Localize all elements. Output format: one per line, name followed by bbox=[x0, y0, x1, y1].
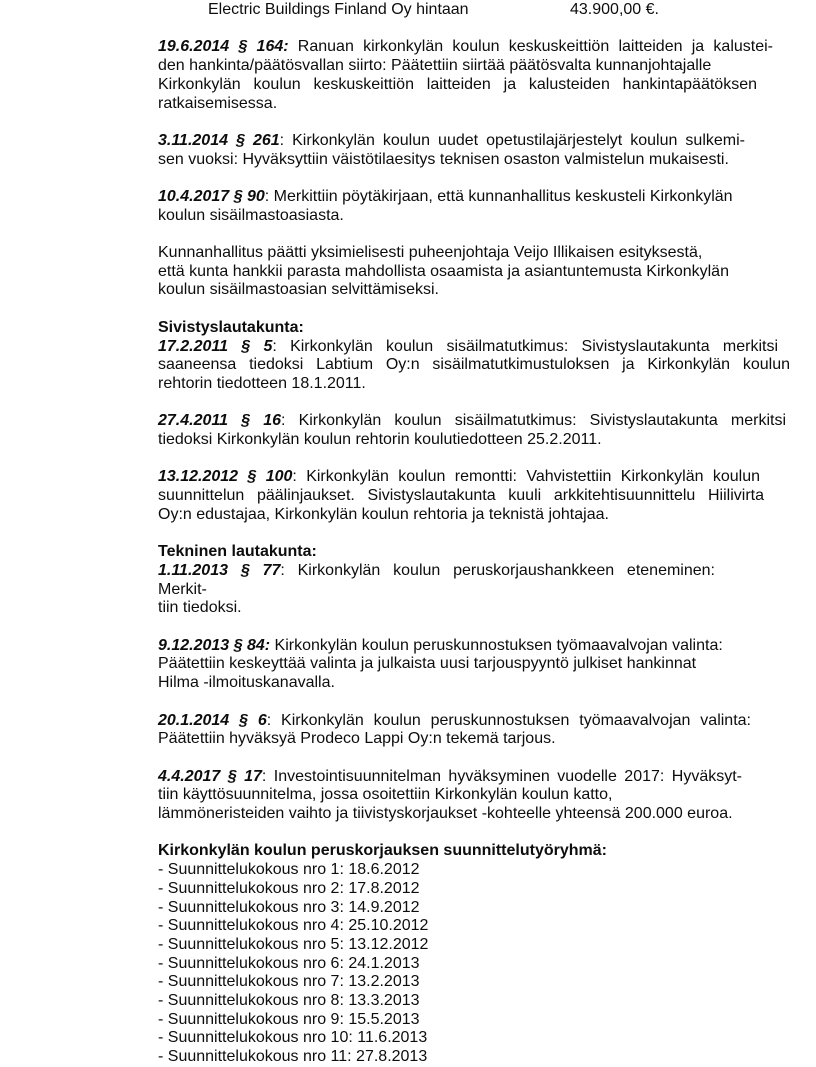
text-line bbox=[158, 768, 742, 787]
heading-sivistyslautakunta: Sivistyslautakunta: bbox=[158, 318, 304, 336]
entry-kunnanhallitus-note bbox=[158, 244, 810, 300]
list-item: - Suunnittelukokous nro 3: 14.9.2012 bbox=[158, 898, 420, 916]
entry-13-12-2012-100 bbox=[158, 468, 810, 524]
entry-date-label: 10.4.2017 § 90 bbox=[158, 187, 265, 205]
entry-date-label: 20.1.2014 § 6 bbox=[158, 711, 267, 729]
entry-text: : Merkittiin pöytäkirjaan, että kunnanhallitus keskusteli Kirkonkylän bbox=[264, 187, 733, 205]
entry-1-11-2013-77 bbox=[158, 562, 810, 618]
entry-text: : Kirkonkylän koulun uudet opetustilajärjestelyt koulun sulkemi- bbox=[279, 131, 745, 149]
entry-9-12-2013-84 bbox=[158, 637, 810, 693]
text-line: ratkaisemisessa. bbox=[158, 94, 278, 112]
entry-text: : Kirkonkylän koulun remontti: Vahvistettiin Kirkonkylän koulun bbox=[292, 468, 761, 486]
heading-suunnittelutyoryhma: Kirkonkylän koulun peruskorjauksen suunnittelutyöryhmä: bbox=[158, 842, 607, 860]
text-line: koulun sisäilmastoasiasta. bbox=[158, 206, 344, 224]
text-line: tiedoksi Kirkonkylän koulun rehtorin koulutiedotteen 25.2.2011. bbox=[158, 431, 602, 449]
text-line bbox=[158, 338, 778, 357]
text-line bbox=[158, 712, 751, 731]
entry-10-4-2017-90 bbox=[158, 188, 810, 225]
entry-date-label: 3.11.2014 § 261 bbox=[158, 131, 280, 149]
list-item: - Suunnittelukokous nro 4: 25.10.2012 bbox=[158, 917, 429, 935]
price-line bbox=[158, 1, 810, 20]
list-item: - Suunnittelukokous nro 5: 13.12.2012 bbox=[158, 935, 429, 953]
text-line: Hilma -ilmoituskanavalla. bbox=[158, 674, 335, 692]
text-line: että kunta hankkii parasta mahdollista osaamista ja asiantuntemusta Kirkonkylän bbox=[158, 262, 729, 280]
text-line: koulun sisäilmastoasian selvittämiseksi. bbox=[158, 281, 439, 299]
text-line: sen vuoksi: Hyväksyttiin väistötilaesitys teknisen osaston valmistelun mukaisesti. bbox=[158, 150, 729, 168]
text-line bbox=[158, 412, 786, 431]
text-line: Oy:n edustajaa, Kirkonkylän koulun rehtoria ja teknistä johtajaa. bbox=[158, 505, 609, 523]
entry-date-label: 19.6.2014 § 164: bbox=[158, 38, 289, 56]
text-line: tiin käyttösuunnitelma, jossa osoitettiin Kirkonkylän koulun katto, bbox=[158, 786, 613, 804]
entry-3-11-2014-261 bbox=[158, 132, 810, 169]
text-line: tiin tiedoksi. bbox=[158, 599, 242, 617]
text-line: Päätettiin keskeyttää valinta ja julkaista uusi tarjouspyyntö julkiset hankinnat bbox=[158, 655, 697, 673]
heading-tekninen-lautakunta: Tekninen lautakunta: bbox=[158, 543, 317, 561]
text-line bbox=[158, 468, 760, 487]
list-item: - Suunnittelukokous nro 8: 13.3.2013 bbox=[158, 992, 420, 1010]
entry-19-6-2014-164 bbox=[158, 38, 810, 113]
list-item: - Suunnittelukokous nro 9: 15.5.2013 bbox=[158, 1010, 420, 1028]
list-item: - Suunnittelukokous nro 6: 24.1.2013 bbox=[158, 954, 420, 972]
text-line: suunnittelun päälinjaukset. Sivistyslautakunta kuuli arkkitehtisuunnittelu Hiilivirta bbox=[158, 487, 764, 505]
text-line bbox=[158, 188, 810, 207]
document-content bbox=[158, 1, 810, 1067]
text-line: lämmöneristeiden vaihto ja tiivistyskorjaukset -kohteelle yhteensä 200.000 euroa. bbox=[158, 805, 733, 823]
entry-text: : Kirkonkylän koulun peruskorjaushankkeen eteneminen: Merkit- bbox=[158, 561, 715, 598]
entry-20-1-2014-6 bbox=[158, 712, 810, 749]
entry-text: : Kirkonkylän koulun sisäilmatutkimus: Sivistyslautakunta merkitsi bbox=[272, 337, 778, 355]
entry-text: Kirkonkylän koulun peruskunnostuksen työmaavalvojan valinta: bbox=[270, 636, 723, 654]
entry-4-4-2017-17 bbox=[158, 768, 810, 824]
planning-meeting-list bbox=[158, 861, 810, 1067]
text-line bbox=[158, 562, 715, 599]
entry-text: : Investointisuunnitelman hyväksyminen vuodelle 2017: Hyväksyt- bbox=[261, 767, 742, 785]
entry-text: Ranuan kirkonkylän koulun keskuskeittiön laitteiden ja kalustei- bbox=[288, 38, 773, 56]
list-item: - Suunnittelukokous nro 2: 17.8.2012 bbox=[158, 879, 420, 897]
entry-17-2-2011-5 bbox=[158, 338, 810, 394]
company-text: Electric Buildings Finland Oy hintaan bbox=[208, 1, 469, 18]
text-line: Kirkonkylän koulun keskuskeittiön laitteiden ja kalusteiden hankintapäätöksen bbox=[158, 75, 757, 93]
list-item: - Suunnittelukokous nro 10: 11.6.2013 bbox=[158, 1029, 428, 1047]
entry-date-label: 1.11.2013 § 77 bbox=[158, 561, 281, 579]
entry-text: : Kirkonkylän koulun peruskunnostuksen työmaavalvojan valinta: bbox=[266, 711, 751, 729]
entry-date-label: 13.12.2012 § 100 bbox=[158, 468, 293, 486]
text-line: Kunnanhallitus päätti yksimielisesti puheenjohtaja Veijo Illikaisen esityksestä, bbox=[158, 244, 703, 262]
entry-date-label: 27.4.2011 § 16 bbox=[158, 412, 281, 430]
text-line bbox=[158, 38, 773, 57]
entry-text: : Kirkonkylän koulun sisäilmatutkimus: Sivistyslautakunta merkitsi bbox=[280, 412, 786, 430]
text-line: saaneensa tiedoksi Labtium Oy:n sisäilmatutkimustuloksen ja Kirkonkylän koulun bbox=[158, 356, 790, 374]
list-item: - Suunnittelukokous nro 11: 27.8.2013 bbox=[158, 1048, 428, 1066]
list-item: - Suunnittelukokous nro 7: 13.2.2013 bbox=[158, 973, 420, 991]
text-line bbox=[158, 637, 810, 656]
list-item: - Suunnittelukokous nro 1: 18.6.2012 bbox=[158, 861, 420, 879]
price-amount: 43.900,00 €. bbox=[570, 1, 659, 18]
entry-date-label: 9.12.2013 § 84: bbox=[158, 636, 271, 654]
text-line: den hankinta/päätösvallan siirto: Päätettiin siirtää päätösvalta kunnanjohtajalle bbox=[158, 57, 712, 75]
text-line bbox=[158, 132, 745, 151]
entry-27-4-2011-16 bbox=[158, 412, 810, 449]
text-line: Päätettiin hyväksyä Prodeco Lappi Oy:n tekemä tarjous. bbox=[158, 730, 556, 748]
entry-date-label: 17.2.2011 § 5 bbox=[158, 337, 273, 355]
price-row-line bbox=[158, 1, 810, 20]
entry-date-label: 4.4.2017 § 17 bbox=[158, 767, 262, 785]
text-line: rehtorin tiedotteen 18.1.2011. bbox=[158, 374, 366, 392]
